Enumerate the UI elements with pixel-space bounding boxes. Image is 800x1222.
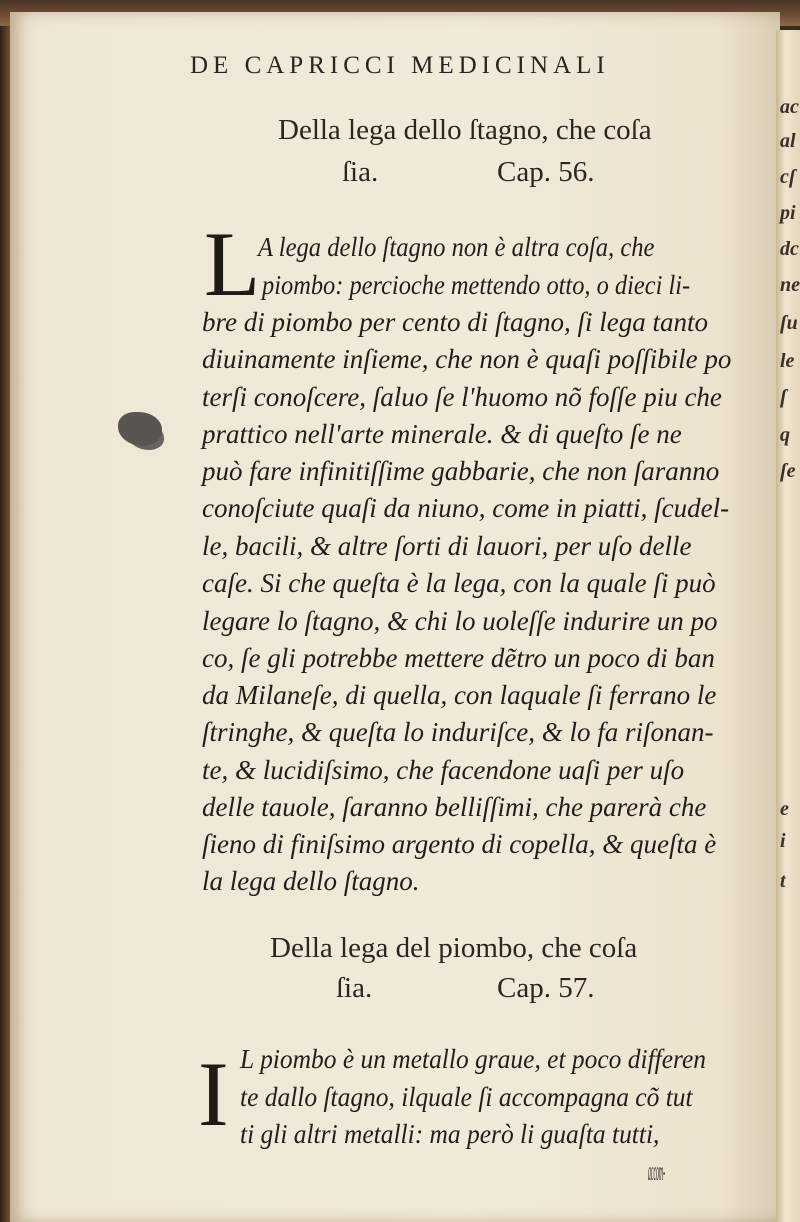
catchword: accom- (648, 1156, 666, 1186)
text-line: diuinamente inſieme, che non è quaſi poſſibile po (202, 344, 732, 374)
running-head: DE CAPRICCI MEDICINALI (190, 52, 610, 79)
text-line: prattico nell'arte minerale. & di queſto ſe ne (202, 419, 682, 449)
facing-text-fragment: dc (780, 238, 799, 260)
text-line: la lega dello ſtagno. (202, 866, 420, 896)
chapter-56-number: Cap. 56. (497, 156, 595, 188)
facing-text-fragment: pi (780, 202, 796, 224)
drop-cap-i: I (198, 1043, 229, 1145)
text-line: piombo: percioche mettendo otto, o dieci li- (262, 270, 691, 300)
text-line: terſi conoſcere, ſaluo ſe l'huomo nõ foſſe piu che (202, 382, 722, 412)
text-line: bre di piombo per cento di ſtagno, ſi lega tanto (202, 307, 708, 337)
text-line: ſtringhe, & queſta lo induriſce, & lo fa riſonan- (202, 717, 714, 747)
chapter-57-number: Cap. 57. (497, 972, 595, 1004)
facing-text-fragment: ne (780, 274, 800, 296)
text-line: ſieno di finiſsimo argento di copella, & queſta è (202, 829, 717, 859)
text-line: legare lo ſtagno, & chi lo uoleſſe indurire un po (202, 606, 718, 636)
facing-text-fragment: ſu (780, 312, 798, 334)
text-line: caſe. Si che queſta è la lega, con la quale ſi può (202, 568, 716, 598)
text-line: te dallo ſtagno, ilquale ſi accompagna cõ tut (240, 1082, 693, 1112)
text-line: ti gli altri metalli: ma però li guaſta tutti, (240, 1119, 660, 1149)
facing-text-fragment: e (780, 798, 789, 820)
text-line: da Milaneſe, di quella, con laquale ſi ferrano le (202, 680, 717, 710)
facing-text-fragment: le (780, 350, 795, 372)
text-line: co, ſe gli potrebbe mettere dẽtro un poco di ban (202, 643, 715, 673)
text-line: L piombo è un metallo graue, et poco differen (240, 1044, 707, 1074)
facing-text-fragment: q (780, 424, 790, 446)
facing-text-fragment: al (780, 130, 796, 152)
text-line: le, bacili, & altre ſorti di lauori, per uſo delle (202, 531, 692, 561)
facing-text-fragment: ac (780, 96, 799, 118)
drop-cap-l: L (204, 213, 261, 315)
facing-text-fragment: t (780, 870, 786, 892)
text-line: può fare infinitiſſime gabbarie, che non ſaranno (202, 456, 720, 486)
facing-text-fragment: ſe (780, 460, 796, 482)
text-line: delle tauole, ſaranno belliſſimi, che parerà che (202, 792, 707, 822)
facing-page-edge (776, 30, 800, 1222)
chapter-56-heading-sia: ſia. (342, 156, 379, 188)
facing-text-fragment: cſ (780, 166, 796, 188)
chapter-57-heading-sia: ſia. (336, 972, 373, 1004)
text-line: A lega dello ſtagno non è altra coſa, che (258, 232, 655, 262)
chapter-56-heading: Della lega dello ſtagno, che coſa (278, 114, 652, 146)
facing-text-fragment: i (780, 830, 786, 852)
text-line: te, & lucidiſsimo, che facendone uaſi per uſo (202, 755, 685, 785)
chapter-57-heading: Della lega del piombo, che coſa (270, 932, 638, 964)
text-line: conoſciute quaſi da niuno, come in piatti, ſcudel- (202, 493, 730, 523)
facing-text-fragment: ſ (780, 386, 787, 408)
